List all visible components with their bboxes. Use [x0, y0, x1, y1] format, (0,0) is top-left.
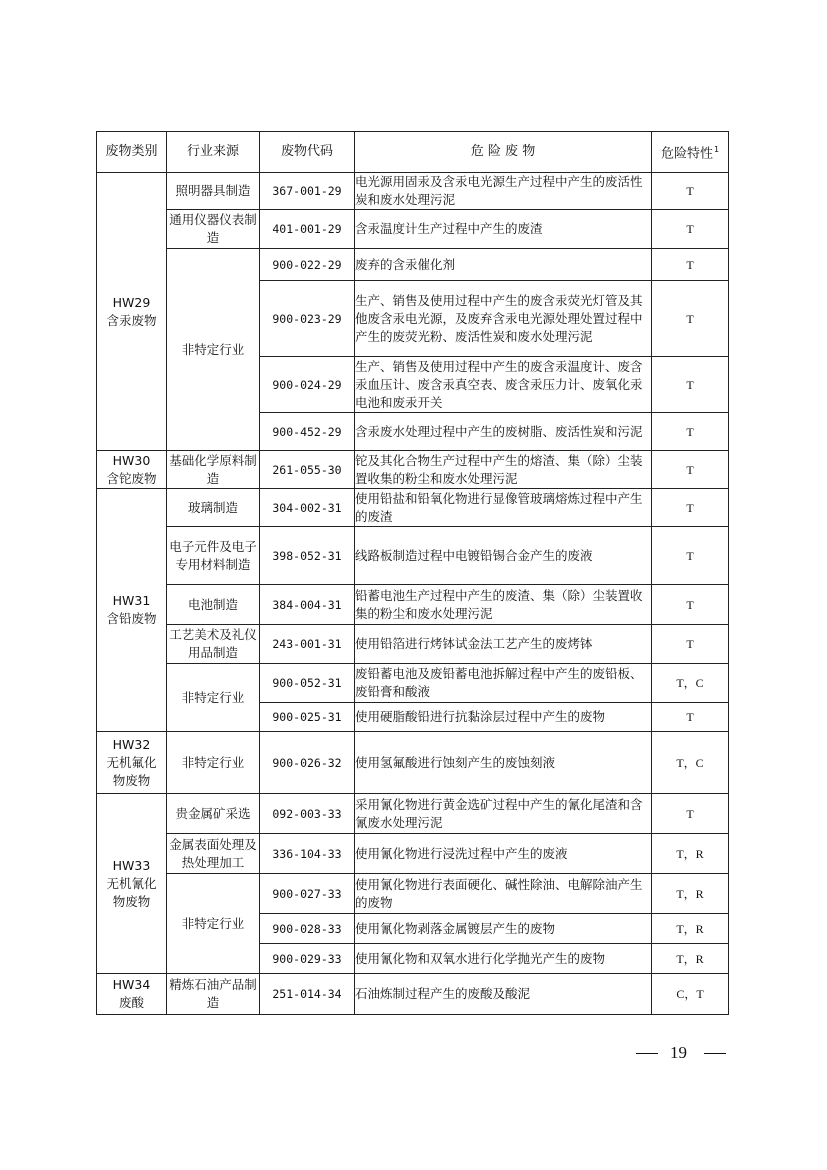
header-hazard-label: 危险特性 [660, 146, 713, 162]
category-cell [97, 451, 167, 489]
category-cell [97, 489, 167, 732]
industry-cell: 通用仪器仪表制造 [167, 210, 260, 249]
waste-cell: 使用氰化物剥落金属镀层产生的废物 [355, 914, 652, 944]
waste-cell: 废铅蓄电池及废铅蓄电池拆解过程中产生的废铅板、废铅膏和酸液 [355, 664, 652, 703]
header-waste: 危 险 废 物 [355, 132, 652, 173]
industry-cell: 照明器具制造 [167, 173, 260, 210]
code-cell: 304-002-31 [260, 489, 355, 527]
table-row [97, 489, 729, 527]
table-row [97, 249, 729, 281]
hazard-cell: T [652, 413, 729, 451]
table-row [97, 210, 729, 249]
header-hazard [652, 132, 729, 173]
code-cell: 900-052-31 [260, 664, 355, 703]
code-cell: 243-001-31 [260, 625, 355, 664]
hazard-cell: T，C [652, 732, 729, 794]
hazard-cell: T，R [652, 834, 729, 874]
table-row [97, 874, 729, 914]
table-row [97, 527, 729, 585]
table-row [97, 974, 729, 1015]
waste-cell: 采用氰化物进行黄金选矿过程中产生的氰化尾渣和含氰废水处理污泥 [355, 794, 652, 834]
hazard-cell: T [652, 794, 729, 834]
industry-cell: 金属表面处理及热处理加工 [167, 834, 260, 874]
code-cell: 900-027-33 [260, 874, 355, 914]
waste-cell: 使用硬脂酸铅进行抗黏涂层过程中产生的废物 [355, 703, 652, 732]
waste-cell: 使用氰化物和双氧水进行化学抛光产生的废物 [355, 944, 652, 974]
hazard-cell: T，R [652, 914, 729, 944]
header-category: 废物类别 [97, 132, 167, 173]
code-cell: 900-026-32 [260, 732, 355, 794]
waste-cell: 电光源用固汞及含汞电光源生产过程中产生的废活性炭和废水处理污泥 [355, 173, 652, 210]
hazard-cell: T，R [652, 944, 729, 974]
header-industry: 行业来源 [167, 132, 260, 173]
code-cell: 900-023-29 [260, 281, 355, 357]
hazard-cell: T [652, 489, 729, 527]
hazard-cell: T [652, 173, 729, 210]
code-cell: 900-022-29 [260, 249, 355, 281]
waste-cell: 生产、销售及使用过程中产生的废含汞温度计、废含汞血压计、废含汞真空表、废含汞压力计、废氧化汞电池和废汞开关 [355, 357, 652, 413]
industry-cell: 贵金属矿采选 [167, 794, 260, 834]
category-text: HW32 无机氟化 物废物 [106, 736, 157, 788]
hazard-cell: T [652, 527, 729, 585]
code-cell: 900-025-31 [260, 703, 355, 732]
table-row [97, 625, 729, 664]
hazard-cell: T，R [652, 874, 729, 914]
industry-cell: 精炼石油产品制造 [167, 974, 260, 1015]
category-cell [97, 732, 167, 794]
category-text: HW30 含铊废物 [106, 452, 157, 486]
hazard-cell: T [652, 625, 729, 664]
waste-cell: 使用氢氟酸进行蚀刻产生的废蚀刻液 [355, 732, 652, 794]
table-row [97, 834, 729, 874]
page-number-dash-right [704, 1053, 726, 1054]
code-cell: 367-001-29 [260, 173, 355, 210]
waste-cell: 含汞温度计生产过程中产生的废渣 [355, 210, 652, 249]
hazard-cell: T [652, 451, 729, 489]
category-cell [97, 173, 167, 451]
waste-cell: 含汞废水处理过程中产生的废树脂、废活性炭和污泥 [355, 413, 652, 451]
category-text: HW33 无机氰化 物废物 [106, 857, 157, 909]
industry-cell: 电池制造 [167, 585, 260, 625]
code-cell: 398-052-31 [260, 527, 355, 585]
category-text: HW31 含铅废物 [106, 593, 157, 626]
code-cell: 384-004-31 [260, 585, 355, 625]
industry-cell: 非特定行业 [167, 664, 260, 732]
industry-cell: 非特定行业 [167, 249, 260, 451]
header-code: 废物代码 [260, 132, 355, 173]
waste-cell: 使用铅盐和铅氧化物进行显像管玻璃熔炼过程中产生的废渣 [355, 489, 652, 527]
table-header-row [97, 132, 729, 173]
table-row [97, 794, 729, 834]
hazard-cell: T [652, 281, 729, 357]
waste-cell: 石油炼制过程产生的废酸及酸泥 [355, 974, 652, 1015]
page-number [636, 1043, 726, 1065]
hazard-cell: T [652, 585, 729, 625]
waste-cell: 使用铅箔进行烤钵试金法工艺产生的废烤钵 [355, 625, 652, 664]
industry-cell: 基础化学原料制造 [167, 451, 260, 489]
hazard-cell: T [652, 357, 729, 413]
code-cell: 900-029-33 [260, 944, 355, 974]
waste-cell: 铅蓄电池生产过程中产生的废渣、集（除）尘装置收集的粉尘和废水处理污泥 [355, 585, 652, 625]
category-cell [97, 794, 167, 974]
industry-cell: 非特定行业 [167, 732, 260, 794]
hazard-cell: T [652, 210, 729, 249]
table-row [97, 732, 729, 794]
code-cell: 251-014-34 [260, 974, 355, 1015]
hazard-cell: C，T [652, 974, 729, 1015]
code-cell: 900-028-33 [260, 914, 355, 944]
header-hazard-footnote: 1 [713, 144, 720, 154]
waste-cell: 线路板制造过程中电镀铅锡合金产生的废液 [355, 527, 652, 585]
page-number-dash-left [636, 1053, 658, 1054]
table-row [97, 451, 729, 489]
hazardous-waste-table [96, 131, 729, 1015]
table-row [97, 585, 729, 625]
code-cell: 092-003-33 [260, 794, 355, 834]
industry-cell: 电子元件及电子专用材料制造 [167, 527, 260, 585]
industry-cell: 工艺美术及礼仪用品制造 [167, 625, 260, 664]
hazard-cell: T [652, 703, 729, 732]
code-cell: 900-024-29 [260, 357, 355, 413]
table-row [97, 173, 729, 210]
waste-cell: 铊及其化合物生产过程中产生的熔渣、集（除）尘装置收集的粉尘和废水处理污泥 [355, 451, 652, 489]
hazard-cell: T，C [652, 664, 729, 703]
category-cell [97, 974, 167, 1015]
page-number-text: 19 [670, 1043, 687, 1062]
code-cell: 261-055-30 [260, 451, 355, 489]
table-row [97, 664, 729, 703]
category-text: HW29 含汞废物 [106, 294, 157, 328]
code-cell: 900-452-29 [260, 413, 355, 451]
waste-cell: 使用氰化物进行表面硬化、碱性除油、电解除油产生的废物 [355, 874, 652, 914]
industry-cell: 玻璃制造 [167, 489, 260, 527]
code-cell: 336-104-33 [260, 834, 355, 874]
waste-cell: 使用氰化物进行浸洗过程中产生的废液 [355, 834, 652, 874]
hazard-cell: T [652, 249, 729, 281]
category-text: HW34 废酸 [112, 977, 151, 1010]
waste-cell: 废弃的含汞催化剂 [355, 249, 652, 281]
industry-cell: 非特定行业 [167, 874, 260, 974]
waste-cell: 生产、销售及使用过程中产生的废含汞荧光灯管及其他废含汞电光源，及废弃含汞电光源处理处置过程中产生的废荧光粉、废活性炭和废水处理污泥 [355, 281, 652, 357]
code-cell: 401-001-29 [260, 210, 355, 249]
